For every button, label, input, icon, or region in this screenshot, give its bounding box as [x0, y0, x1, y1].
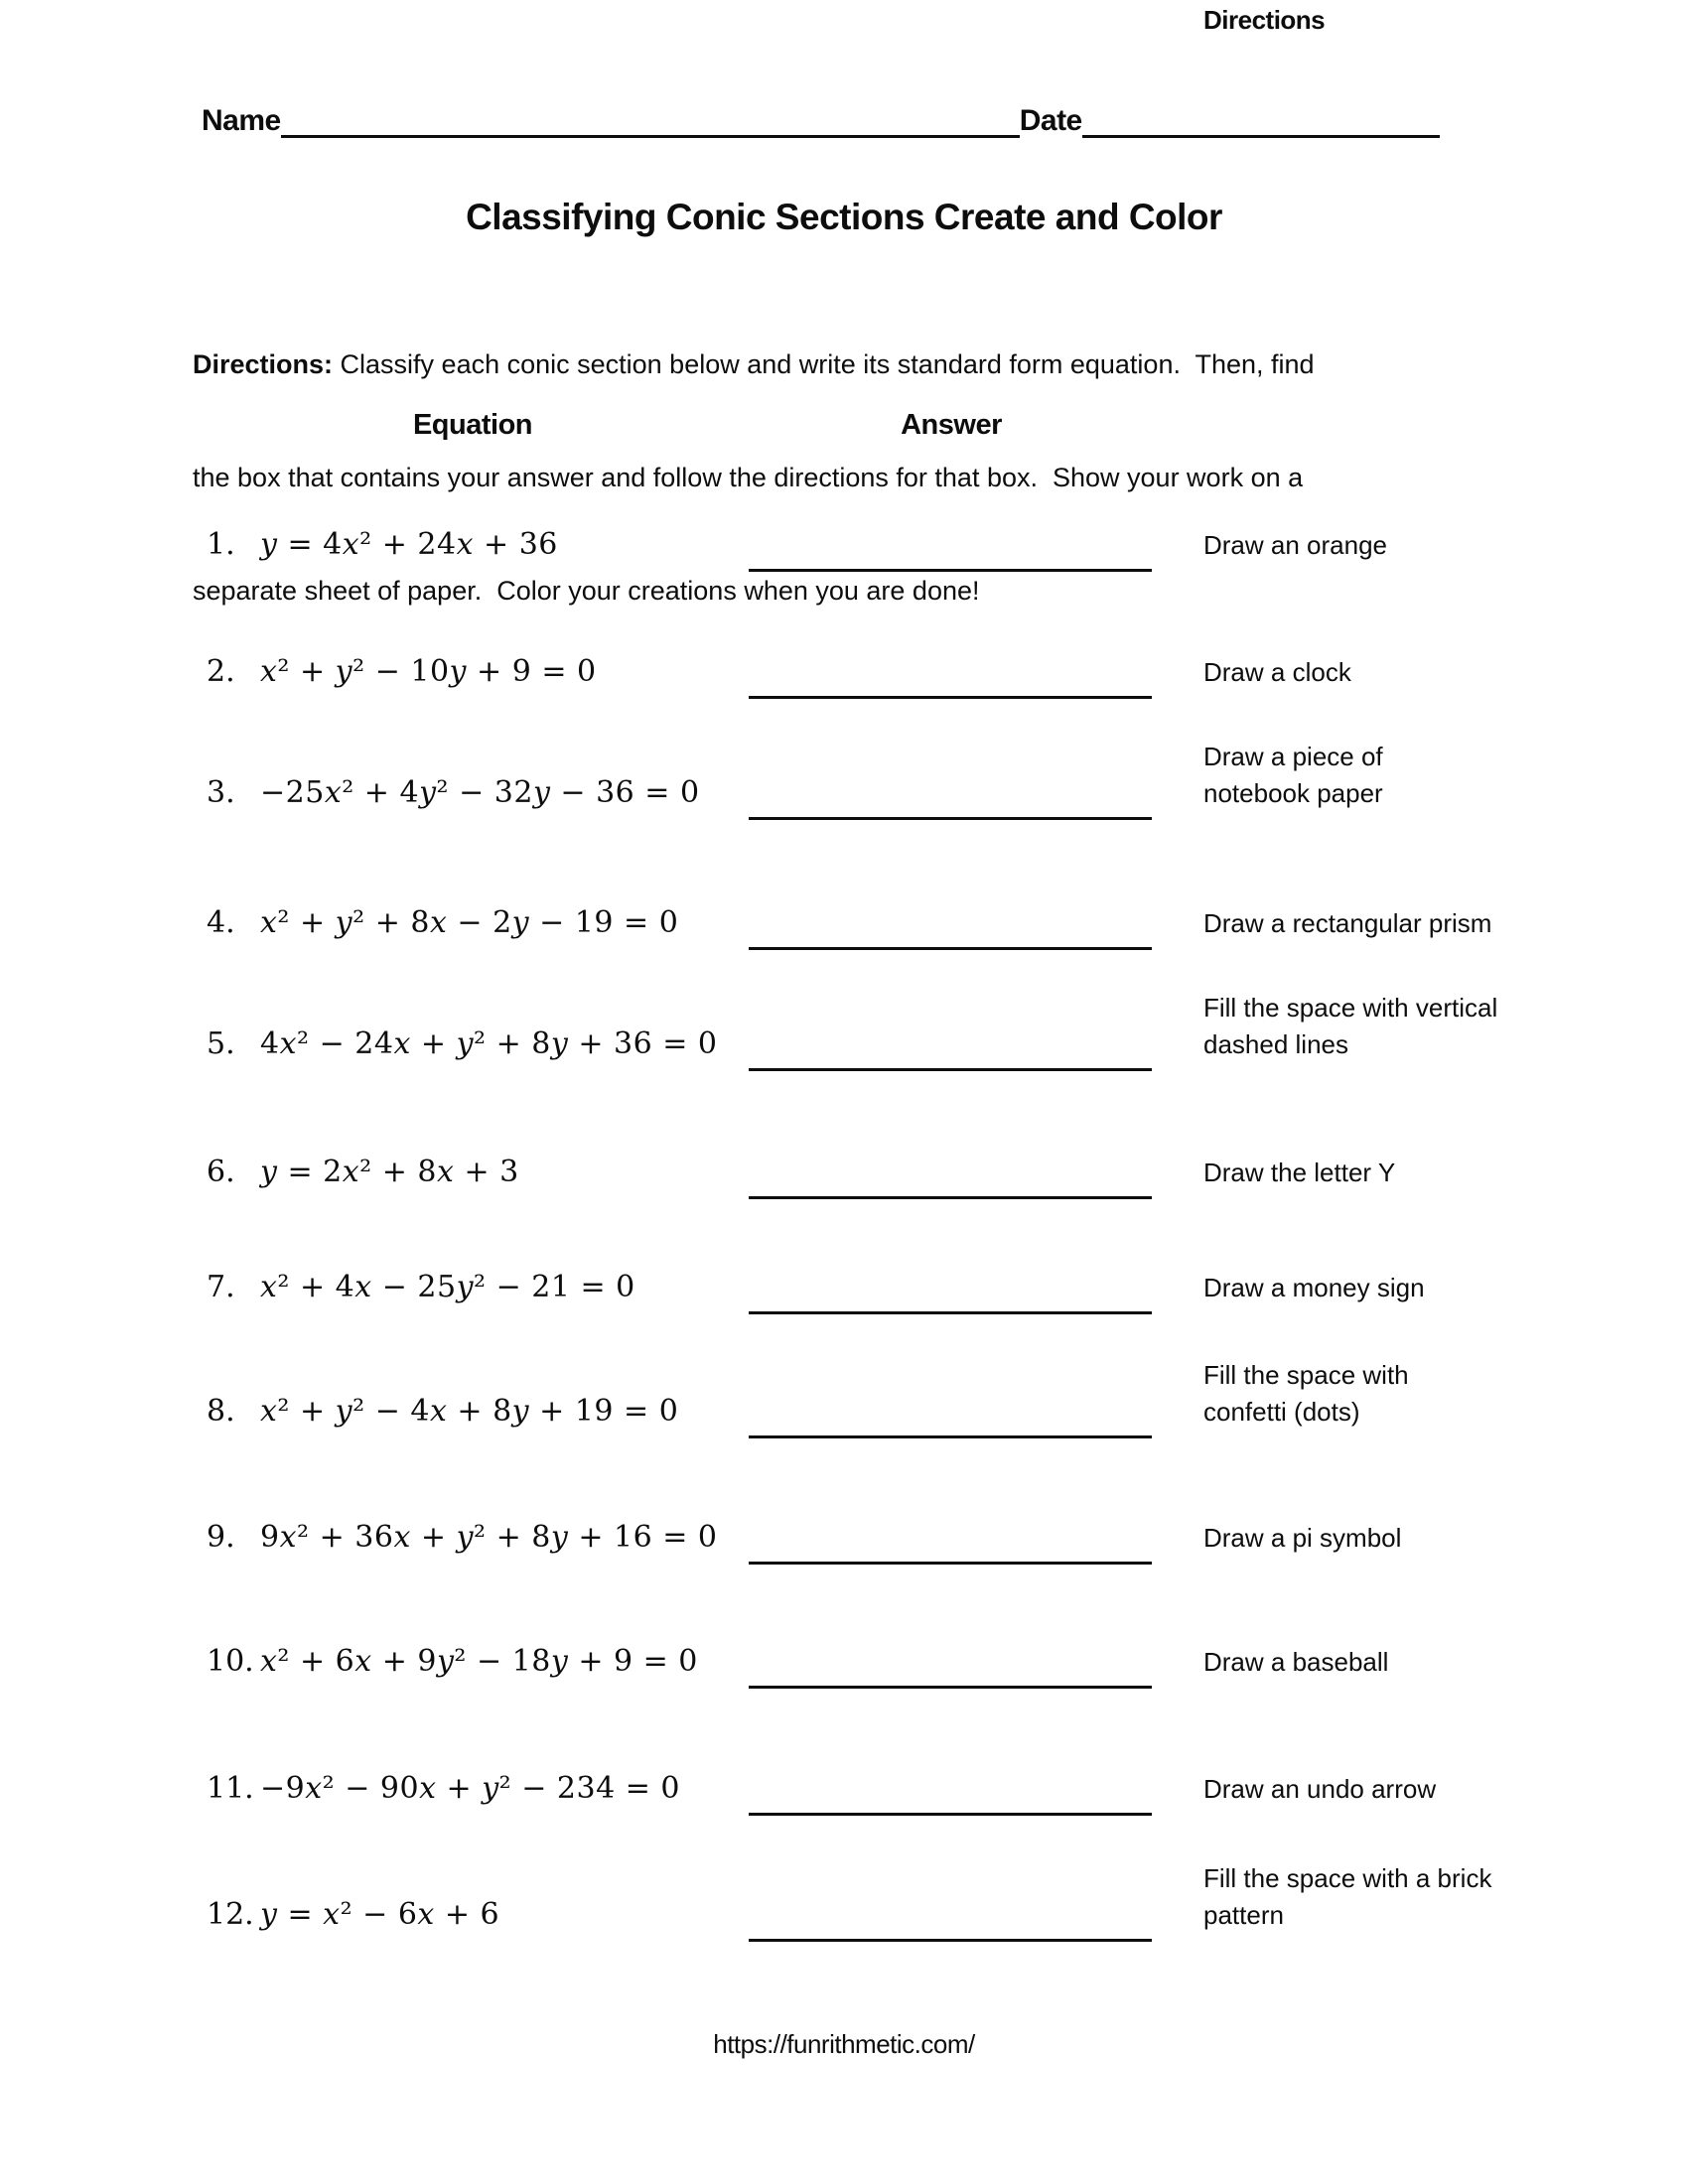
row-equation: x² + y² + 8x − 2y − 19 = 0: [260, 905, 679, 940]
row-number: 8.: [207, 1394, 235, 1429]
row-directions-line-1: Draw a clock: [1203, 657, 1351, 687]
answer-blank[interactable]: [749, 1939, 1152, 1942]
table-row: [0, 1642, 1688, 1733]
row-number: 2.: [207, 654, 235, 689]
row-directions: [1203, 1771, 1541, 1808]
row-equation: x² + 6x + 9y² − 18y + 9 = 0: [260, 1644, 698, 1679]
row-number: 10.: [207, 1644, 254, 1679]
row-directions: [1203, 527, 1541, 564]
row-number: 4.: [207, 905, 235, 940]
row-equation: y = x² − 6x + 6: [260, 1897, 500, 1932]
row-directions-line-1: Fill the space with a brick: [1203, 1863, 1492, 1893]
row-directions-line-1: Fill the space with: [1203, 1360, 1409, 1390]
row-directions-line-1: Draw a piece of: [1203, 742, 1383, 771]
answer-blank[interactable]: [749, 1562, 1152, 1565]
answer-blank[interactable]: [749, 947, 1152, 950]
table-row: [0, 652, 1688, 744]
directions-line-2: the box that contains your answer and follow the directions for that box. Show your work on a: [193, 463, 1304, 492]
row-directions: [1203, 1270, 1541, 1306]
row-directions-line-1: Draw a baseball: [1203, 1647, 1389, 1677]
date-label: Date: [1019, 104, 1082, 137]
row-number: 5.: [207, 1026, 235, 1061]
row-directions-line-1: Draw an orange: [1203, 530, 1387, 560]
row-number: 1.: [207, 527, 235, 562]
row-directions: [1203, 739, 1541, 812]
row-number: 9.: [207, 1520, 235, 1555]
table-row: [0, 1268, 1688, 1359]
row-directions: [1203, 990, 1541, 1063]
row-equation: x² + y² − 10y + 9 = 0: [260, 654, 597, 689]
row-directions-line-1: Draw the letter Y: [1203, 1158, 1396, 1187]
name-blank[interactable]: [281, 99, 1020, 138]
answer-blank[interactable]: [749, 1813, 1152, 1816]
row-directions-line-1: Draw an undo arrow: [1203, 1774, 1437, 1804]
directions-heading: Directions:: [193, 349, 334, 379]
answer-blank[interactable]: [749, 1686, 1152, 1689]
answer-blank[interactable]: [749, 1068, 1152, 1071]
answer-blank[interactable]: [749, 696, 1152, 699]
row-number: 6.: [207, 1155, 235, 1189]
row-directions-line-2: pattern: [1203, 1900, 1284, 1930]
table-row: [0, 525, 1688, 616]
answer-blank[interactable]: [749, 1311, 1152, 1314]
row-equation: 4x² − 24x + y² + 8y + 36 = 0: [260, 1026, 718, 1061]
answer-blank[interactable]: [749, 1196, 1152, 1199]
name-label: Name: [202, 104, 281, 137]
row-equation: x² + 4x − 25y² − 21 = 0: [260, 1270, 635, 1304]
row-directions: [1203, 1644, 1541, 1681]
table-row: [0, 742, 1688, 865]
row-equation: y = 2x² + 8x + 3: [260, 1155, 519, 1189]
page-title: Classifying Conic Sections Create and Color: [466, 197, 1222, 237]
table-row: [0, 903, 1688, 995]
row-equation: −25x² + 4y² − 32y − 36 = 0: [260, 775, 700, 810]
row-directions-line-2: notebook paper: [1203, 778, 1383, 808]
row-directions: [1203, 1860, 1541, 1934]
row-equation: 9x² + 36x + y² + 8y + 16 = 0: [260, 1520, 718, 1555]
table-row: [0, 1769, 1688, 1860]
answer-blank[interactable]: [749, 817, 1152, 820]
row-directions-line-1: Fill the space with vertical: [1203, 993, 1498, 1023]
row-number: 7.: [207, 1270, 235, 1304]
table-row: [0, 1360, 1688, 1483]
row-number: 11.: [207, 1771, 254, 1806]
row-directions: [1203, 905, 1541, 942]
row-directions: [1203, 654, 1541, 691]
header-directions: Directions: [1203, 5, 1326, 35]
row-number: 12.: [207, 1897, 254, 1932]
table-row: [0, 1518, 1688, 1609]
row-directions: [1203, 1520, 1541, 1557]
directions-line-1: Directions: Classify each conic section below and write its standard form equation. Then, find: [193, 349, 1315, 379]
row-directions: [1203, 1357, 1541, 1431]
row-directions-line-2: dashed lines: [1203, 1029, 1348, 1059]
row-directions-line-2: confetti (dots): [1203, 1397, 1360, 1427]
footer-url: https://funrithmetic.com/: [713, 2029, 975, 2059]
row-directions: [1203, 1155, 1541, 1191]
table-row: [0, 1153, 1688, 1244]
row-directions-line-1: Draw a money sign: [1203, 1273, 1425, 1302]
name-date-row: [202, 99, 1440, 138]
row-directions-line-1: Draw a rectangular prism: [1203, 908, 1492, 938]
row-directions-line-1: Draw a pi symbol: [1203, 1523, 1402, 1553]
directions-line-3: separate sheet of paper. Color your creations when you are done!: [193, 576, 980, 606]
row-equation: y = 4x² + 24x + 36: [260, 527, 558, 562]
header-answer: Answer: [901, 409, 1002, 441]
answer-blank[interactable]: [749, 1435, 1152, 1438]
row-number: 3.: [207, 775, 235, 810]
header-equation: Equation: [412, 409, 533, 441]
date-blank[interactable]: [1082, 99, 1440, 138]
table-row: [0, 1863, 1688, 1986]
answer-blank[interactable]: [749, 569, 1152, 572]
table-row: [0, 993, 1688, 1116]
row-equation: x² + y² − 4x + 8y + 19 = 0: [260, 1394, 679, 1429]
row-equation: −9x² − 90x + y² − 234 = 0: [260, 1771, 680, 1806]
